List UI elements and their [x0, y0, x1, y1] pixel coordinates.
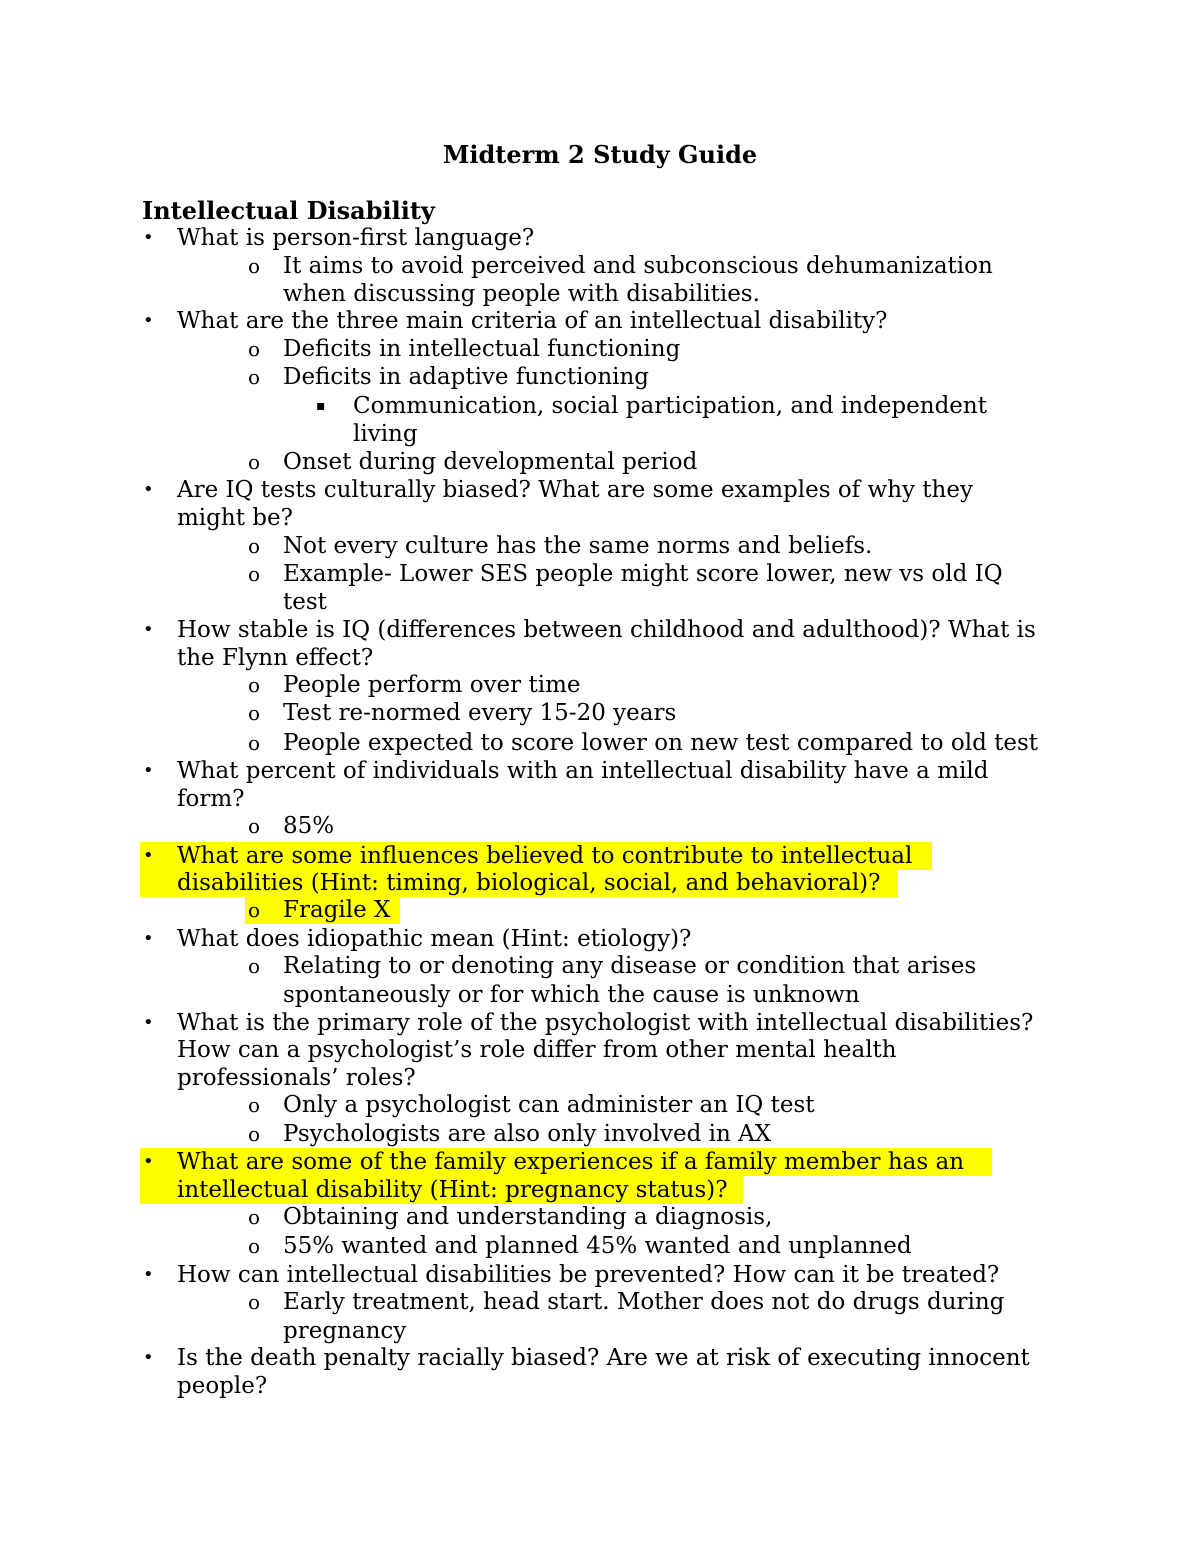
answer-line: Communication, social participation, and independent: [353, 393, 987, 419]
question-line: might be?: [177, 505, 293, 531]
bullet-marker: •: [143, 1012, 154, 1033]
sub-bullet-marker: o: [248, 701, 261, 725]
bullet-marker: •: [143, 479, 154, 500]
sub-bullet-marker: o: [248, 254, 261, 278]
question-line: What percent of individuals with an intellectual disability have a mild: [177, 758, 989, 784]
answer-line: 85%: [283, 813, 335, 839]
answer-line-highlighted: Fragile X: [283, 897, 391, 923]
bullet-marker: •: [143, 310, 154, 331]
sub-bullet-marker: o: [248, 450, 261, 474]
question-line: What is person-first language?: [177, 225, 535, 251]
bullet-marker: •: [143, 1347, 154, 1368]
answer-line: 55% wanted and planned 45% wanted and unplanned: [283, 1233, 912, 1259]
question-line: How can a psychologist’s role differ from other mental health: [177, 1037, 897, 1063]
sub-bullet-marker: o: [248, 1093, 261, 1117]
question-line: How stable is IQ (differences between childhood and adulthood)? What is: [177, 617, 1036, 643]
answer-line: Psychologists are also only involved in AX: [283, 1121, 772, 1147]
bullet-marker: •: [143, 227, 154, 248]
sub-bullet-marker: o: [248, 534, 261, 558]
question-line: people?: [177, 1373, 268, 1399]
sub-sub-bullet-marker: ▪: [316, 398, 326, 414]
question-line-highlighted: What are some influences believed to contribute to intellectual: [177, 843, 913, 869]
answer-line: It aims to avoid perceived and subconscious dehumanization: [283, 253, 993, 279]
sub-bullet-marker: o: [248, 337, 261, 361]
question-line: What does idiopathic mean (Hint: etiology)?: [177, 926, 692, 952]
bullet-marker: •: [143, 928, 154, 949]
sub-bullet-marker: o: [248, 814, 261, 838]
question-line-highlighted: disabilities (Hint: timing, biological, social, and behavioral)?: [177, 870, 881, 896]
sub-bullet-marker: o: [248, 1290, 261, 1314]
question-line: form?: [177, 786, 245, 812]
section-heading: Intellectual Disability: [142, 196, 435, 225]
answer-line: Early treatment, head start. Mother does not do drugs during: [283, 1289, 1005, 1315]
question-line: What are the three main criteria of an intellectual disability?: [177, 308, 888, 334]
sub-bullet-marker: o: [248, 898, 261, 922]
question-line: the Flynn effect?: [177, 645, 374, 671]
document-title: Midterm 2 Study Guide: [442, 140, 758, 169]
question-line: professionals’ roles?: [177, 1065, 416, 1091]
sub-bullet-marker: o: [248, 365, 261, 389]
sub-bullet-marker: o: [248, 954, 261, 978]
answer-line: test: [283, 589, 327, 615]
sub-bullet-marker: o: [248, 1205, 261, 1229]
question-line: What is the primary role of the psychologist with intellectual disabilities?: [177, 1010, 1034, 1036]
answer-line: Test re-normed every 15-20 years: [283, 700, 677, 726]
question-line-highlighted: What are some of the family experiences if a family member has an: [177, 1149, 965, 1175]
bullet-marker: •: [143, 845, 154, 866]
sub-bullet-marker: o: [248, 1122, 261, 1146]
bullet-marker: •: [143, 1151, 154, 1172]
answer-line: living: [353, 421, 418, 447]
sub-bullet-marker: o: [248, 673, 261, 697]
answer-line: Example- Lower SES people might score lower, new vs old IQ: [283, 561, 1003, 587]
question-line: How can intellectual disabilities be prevented? How can it be treated?: [177, 1262, 1000, 1288]
sub-bullet-marker: o: [248, 1234, 261, 1258]
bullet-marker: •: [143, 760, 154, 781]
answer-line: when discussing people with disabilities.: [283, 281, 760, 307]
answer-line: Deficits in adaptive functioning: [283, 364, 650, 390]
question-line: Are IQ tests culturally biased? What are some examples of why they: [177, 477, 973, 503]
answer-line: Not every culture has the same norms and beliefs.: [283, 533, 873, 559]
question-line: Is the death penalty racially biased? Are we at risk of executing innocent: [177, 1345, 1030, 1371]
bullet-marker: •: [143, 1264, 154, 1285]
answer-line: People perform over time: [283, 672, 581, 698]
answer-line: Relating to or denoting any disease or condition that arises: [283, 953, 977, 979]
answer-line: Onset during developmental period: [283, 449, 698, 475]
answer-line: Only a psychologist can administer an IQ test: [283, 1092, 815, 1118]
answer-line: Obtaining and understanding a diagnosis,: [283, 1204, 773, 1230]
bullet-marker: •: [143, 619, 154, 640]
answer-line: People expected to score lower on new test compared to old test: [283, 730, 1039, 756]
sub-bullet-marker: o: [248, 562, 261, 586]
answer-line: pregnancy: [283, 1318, 407, 1344]
answer-line: spontaneously or for which the cause is unknown: [283, 982, 860, 1008]
sub-bullet-marker: o: [248, 731, 261, 755]
answer-line: Deficits in intellectual functioning: [283, 336, 681, 362]
question-line-highlighted: intellectual disability (Hint: pregnancy status)?: [177, 1177, 728, 1203]
